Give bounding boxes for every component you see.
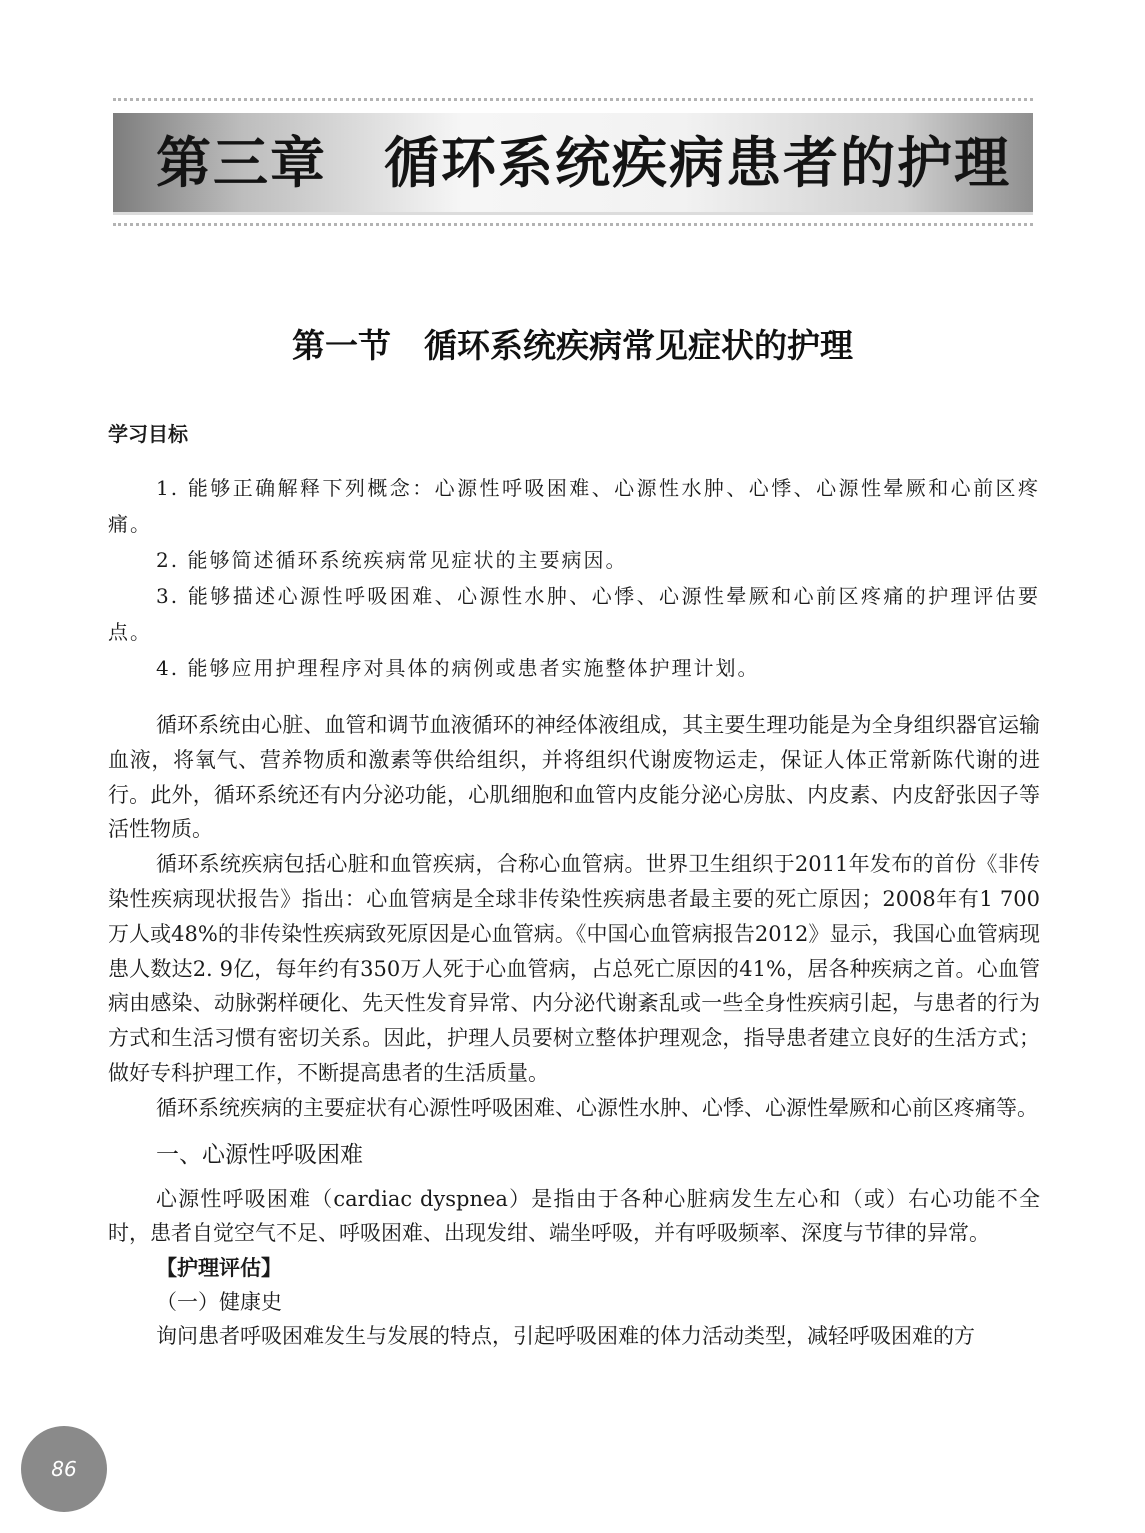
- objective-item: 2. 能够简述循环系统疾病常见症状的主要病因。: [156, 548, 628, 572]
- objective-item: 1. 能够正确解释下列概念：心源性呼吸困难、心源性水肿、心悸、心源性晕厥和心前区疼痛。: [108, 476, 1040, 536]
- epidemiology-paragraph: 循环系统疾病包括心脏和血管疾病，合称心血管病。世界卫生组织于2011年发布的首份《非传染性疾病现状报告》指出：心血管病是全球非传染性疾病患者最主要的死亡原因；2008年有1 700万人或48%的非传染性疾病致死原因是心血管病。《中国心血管病报告2012》显示，我国心血管病现患人数达2. 9亿，每年约有350万人死于心血管病，占总死亡原因的41%，居各种疾病之首。心血管病由感染、动脉粥样硬化、先天性发育异常、内分泌代谢紊乱或一些全身性疾病引起，与患者的行为方式和生活习惯有密切关系。因此，护理人员要树立整体护理观念，指导患者建立良好的生活方式；做好专科护理工作，不断提高患者的生活质量。: [108, 852, 1040, 1085]
- learning-objectives-heading: 学习目标: [108, 422, 188, 446]
- chapter-title: 第三章 循环系统疾病患者的护理: [156, 131, 1012, 195]
- banner-bottom-dotted-rule: [113, 223, 1033, 226]
- subsection-heading: 一、心源性呼吸困难: [156, 1141, 363, 1168]
- learning-objectives-list: [108, 470, 1040, 686]
- intro-paragraph: 循环系统由心脏、血管和调节血液循环的神经体液组成，其主要生理功能是为全身组织器官运输血液，将氧气、营养物质和激素等供给组织，并将组织代谢废物运走，保证人体正常新陈代谢的进行。此外，循环系统还有内分泌功能，心肌细胞和血管内皮能分泌心房肽、内皮素、内皮舒张因子等活性物质。: [108, 713, 1040, 842]
- banner-top-dotted-rule: [113, 98, 1033, 101]
- page-number: 86: [51, 1457, 77, 1481]
- objective-item: 3. 能够描述心源性呼吸困难、心源性水肿、心悸、心源性晕厥和心前区疼痛的护理评估要点。: [108, 584, 1040, 644]
- objective-item: 4. 能够应用护理程序对具体的病例或患者实施整体护理计划。: [156, 656, 760, 680]
- nursing-assessment-label: 【护理评估】: [156, 1256, 282, 1281]
- health-history-paragraph: 询问患者呼吸困难发生与发展的特点，引起呼吸困难的体力活动类型，减轻呼吸困难的方: [156, 1324, 975, 1349]
- main-symptoms-paragraph: 循环系统疾病的主要症状有心源性呼吸困难、心源性水肿、心悸、心源性晕厥和心前区疼痛等。: [156, 1095, 1038, 1120]
- dyspnea-definition-paragraph: 心源性呼吸困难（cardiac dyspnea）是指由于各种心脏病发生左心和（或）右心功能不全时，患者自觉空气不足、呼吸困难、出现发绀、端坐呼吸，并有呼吸频率、深度与节律的异常。: [108, 1186, 1040, 1246]
- body-text: [108, 708, 1040, 1354]
- health-history-label: （一）健康史: [156, 1290, 282, 1315]
- section-title: 第一节 循环系统疾病常见症状的护理: [292, 326, 853, 365]
